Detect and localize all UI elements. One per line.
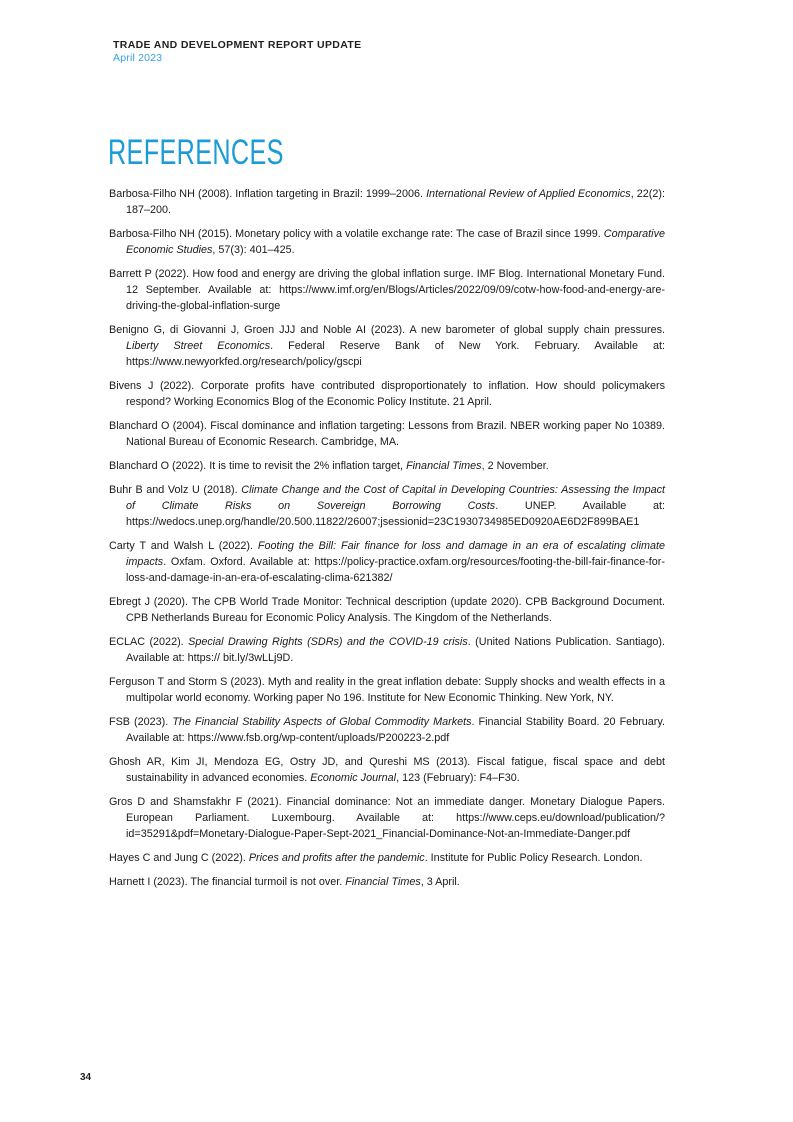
reference-text: FSB (2023). [109,716,173,728]
reference-text: Blanchard O (2022). It is time to revisit the 2% inflation target, [109,460,407,472]
page-header [113,39,362,65]
reference-text: Ferguson T and Storm S (2023). Myth and reality in the great inflation debate: Supply shocks and wealth effects in a multipolar world economy. Working paper No 196. Institute for New Economic Thinking. New York, NY. [109,676,665,704]
reference-title-italic: Comparative Economic Studies [126,228,665,256]
reference-entry [109,418,665,450]
reference-title-italic: Footing the Bill: Fair finance for loss and damage in an era of escalating climate impacts [126,540,665,568]
reference-text: Ghosh AR, Kim JI, Mendoza EG, Ostry JD, and Qureshi MS (2013). Fiscal fatigue, fiscal space and debt sustainability in advanced economies. [109,756,665,784]
reference-title-italic: Financial Times [406,460,482,472]
reference-title-italic: Prices and profits after the pandemic [248,852,425,864]
reference-entry [109,594,665,626]
reference-entry [109,674,665,706]
reference-text: Ebregt J (2020). The CPB World Trade Monitor: Technical description (update 2020). CPB Background Document. CPB Netherlands Bureau for Economic Policy Analysis. The Kingdom of the Netherlands. [109,596,665,624]
reference-text: Bivens J (2022). Corporate profits have contributed disproportionately to inflation. How should policymakers respond? Working Economics Blog of the Economic Policy Institute. 21 April. [109,380,665,408]
reference-text: . UNEP. Available at: https://wedocs.unep.org/handle/20.500.11822/26007;jsessionid=23C1930734985ED0920AE6D2F899BAE1 [126,500,665,528]
reference-entry [109,714,665,746]
reference-entry [109,874,665,890]
reference-entry [109,186,665,218]
reference-text: Gros D and Shamsfakhr F (2021). Financial dominance: Not an immediate danger. Monetary Dialogue Papers. European Parliament. Luxembourg. Available at: https://www.ceps.eu/download/publication/?id=35291&pdf=Monetary-Dialogue-Paper-Sept-2021_Financial-Dominance-Not-an-Immediate-Danger.pdf [109,796,665,840]
reference-entry [109,538,665,586]
reference-text: . Financial Stability Board. 20 February. Available at: https://www.fsb.org/wp-content/uploads/P200223-2.pdf [126,716,665,744]
reference-text: , 123 (February): F4–F30. [396,772,520,784]
reference-title-italic: Economic Journal [310,772,397,784]
reference-entry [109,226,665,258]
reference-entry [109,266,665,314]
reference-text: Carty T and Walsh L (2022). [109,540,258,552]
reference-entry [109,378,665,410]
reference-text: , 3 April. [420,876,460,888]
reference-text: . (United Nations Publication. Santiago). Available at: https:// bit.ly/3wLLj9D. [126,636,665,664]
page-number: 34 [80,1072,92,1083]
reference-entry [109,634,665,666]
reference-text: . Oxfam. Oxford. Available at: https://policy-practice.oxfam.org/resources/footing-the-bill-fair-finance-for-loss-and-damage-in-an-era-of-escalating-clima-621382/ [126,556,665,584]
reference-text: Buhr B and Volz U (2018). [109,484,242,496]
report-date: April 2023 [113,52,163,64]
reference-text: Hayes C and Jung C (2022). [109,852,249,864]
reference-title-italic: Liberty Street Economics [126,340,271,352]
reference-text: Benigno G, di Giovanni J, Groen JJJ and Noble AI (2023). A new barometer of global supply chain pressures. [109,324,665,336]
reference-text: . Institute for Public Policy Research. London. [424,852,643,864]
reference-text: Blanchard O (2004). Fiscal dominance and inflation targeting: Lessons from Brazil. NBER working paper No 10389. National Bureau of Economic Research. Cambridge, MA. [109,420,665,448]
reference-text: Barbosa-Filho NH (2008). Inflation targeting in Brazil: 1999–2006. [109,188,427,200]
page-footer [80,1072,91,1083]
reference-text: , 57(3): 401–425. [212,244,295,256]
reference-entry [109,794,665,842]
reference-entry [109,458,665,474]
reference-title-italic: International Review of Applied Economics [426,188,631,200]
reference-entry [109,850,665,866]
reference-text: ECLAC (2022). [109,636,189,648]
reference-text: Harnett I (2023). The financial turmoil is not over. [109,876,346,888]
report-title: TRADE AND DEVELOPMENT REPORT UPDATE [113,39,362,51]
reference-text: , 2 November. [481,460,549,472]
reference-text: . Federal Reserve Bank of New York. February. Available at: https://www.newyorkfed.org/research/policy/gscpi [126,340,665,368]
references-heading: REFERENCES [108,133,284,172]
reference-title-italic: Financial Times [345,876,421,888]
reference-text: Barrett P (2022). How food and energy are driving the global inflation surge. IMF Blog. International Monetary Fund. 12 September. Available at: https://www.imf.org/en/Blogs/Articles/2022/09/09/cotw-how-food-and-energy-are-driving-the-global-inflation-surge [109,268,665,312]
reference-text: Barbosa-Filho NH (2015). Monetary policy with a volatile exchange rate: The case of Brazil since 1999. [109,228,604,240]
reference-text: , 22(2): 187–200. [126,188,666,216]
reference-title-italic: Special Drawing Rights (SDRs) and the COVID-19 crisis [188,636,468,648]
references-list [109,186,665,898]
reference-title-italic: Climate Change and the Cost of Capital in Developing Countries: Assessing the Impact of Climate Risks on Sovereign Borrowing Costs [126,484,666,512]
reference-entry [109,482,665,530]
reference-title-italic: The Financial Stability Aspects of Global Commodity Markets [172,716,472,728]
reference-entry [109,754,665,786]
reference-entry [109,322,665,370]
